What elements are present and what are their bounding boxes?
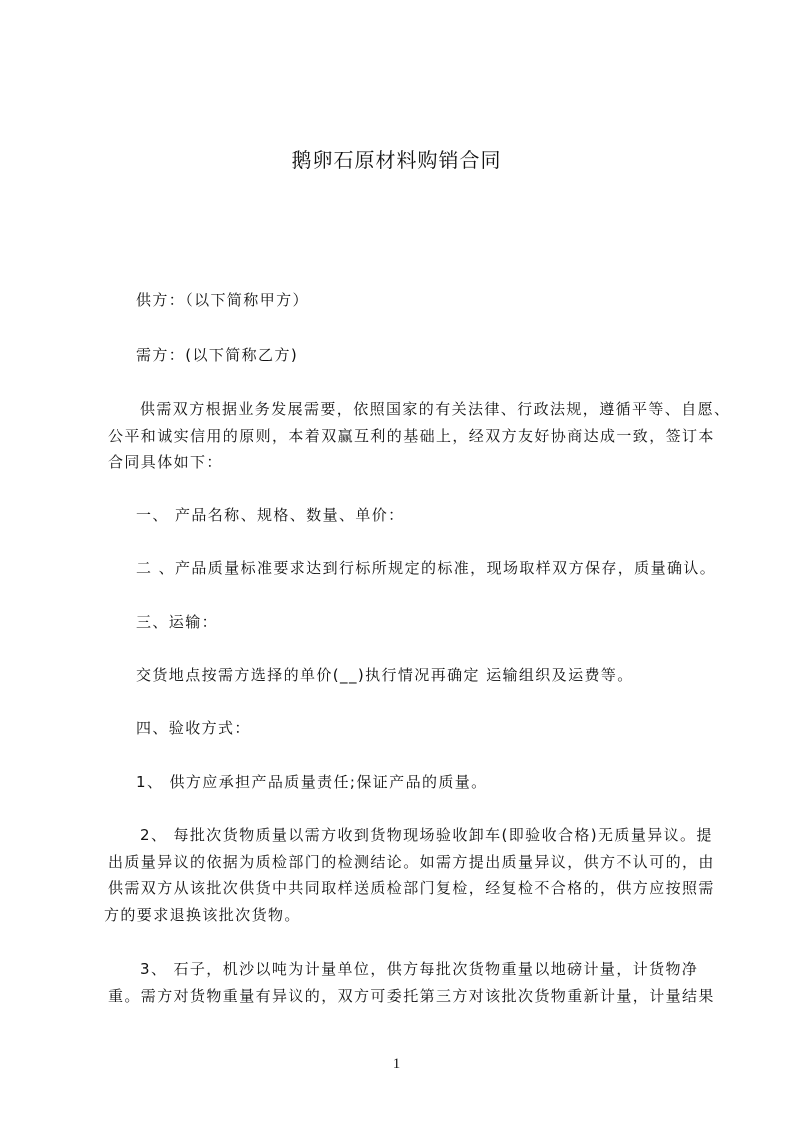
page-number: 1 <box>392 1056 401 1072</box>
item-2-line: 供需双方从该批次供货中共同取样送质检部门复检，经复检不合格的，供方应按照需 <box>108 879 715 897</box>
section-2-heading: 二 、产品质量标准要求达到行标所规定的标准，现场取样双方保存，质量确认。 <box>136 559 717 577</box>
intro-line: 合同具体如下： <box>108 453 223 471</box>
supplier-line: 供方：（以下简称甲方） <box>136 291 309 309</box>
item-3-line: 3、 石子，机沙以吨为计量单位，供方每批次货物重量以地磅计量，计货物净 <box>140 960 699 978</box>
section-4-heading: 四、验收方式： <box>136 719 251 737</box>
document-title: 鹅卵石原材料购销合同 <box>291 148 502 172</box>
item-2-line: 出质量异议的依据为质检部门的检测结论。如需方提出质量异议，供方不认可的，由 <box>108 853 715 871</box>
intro-line: 公平和诚实信用的原则，本着双赢互利的基础上，经双方友好协商达成一致，签订本 <box>108 427 715 445</box>
item-2-line: 2、 每批次货物质量以需方收到货物现场验收卸车(即验收合格)无质量异议。提 <box>140 826 713 844</box>
section-3-heading: 三、运输： <box>136 613 219 631</box>
delivery-line: 交货地点按需方选择的单价(__)执行情况再确定 运输组织及运费等。 <box>136 666 634 684</box>
item-3-line: 重。需方对货物重量有异议的，双方可委托第三方对该批次货物重新计量，计量结果 <box>108 987 715 1005</box>
intro-line: 供需双方根据业务发展需要，依照国家的有关法律、行政法规，遵循平等、自愿、 <box>140 400 731 418</box>
section-1-heading: 一、 产品名称、规格、数量、单价： <box>136 506 405 524</box>
item-1: 1、 供方应承担产品质量责任;保证产品的质量。 <box>136 773 488 791</box>
item-2-line: 方的要求退换该批次货物。 <box>104 906 301 924</box>
buyer-line: 需方：(以下简称乙方) <box>136 346 299 364</box>
